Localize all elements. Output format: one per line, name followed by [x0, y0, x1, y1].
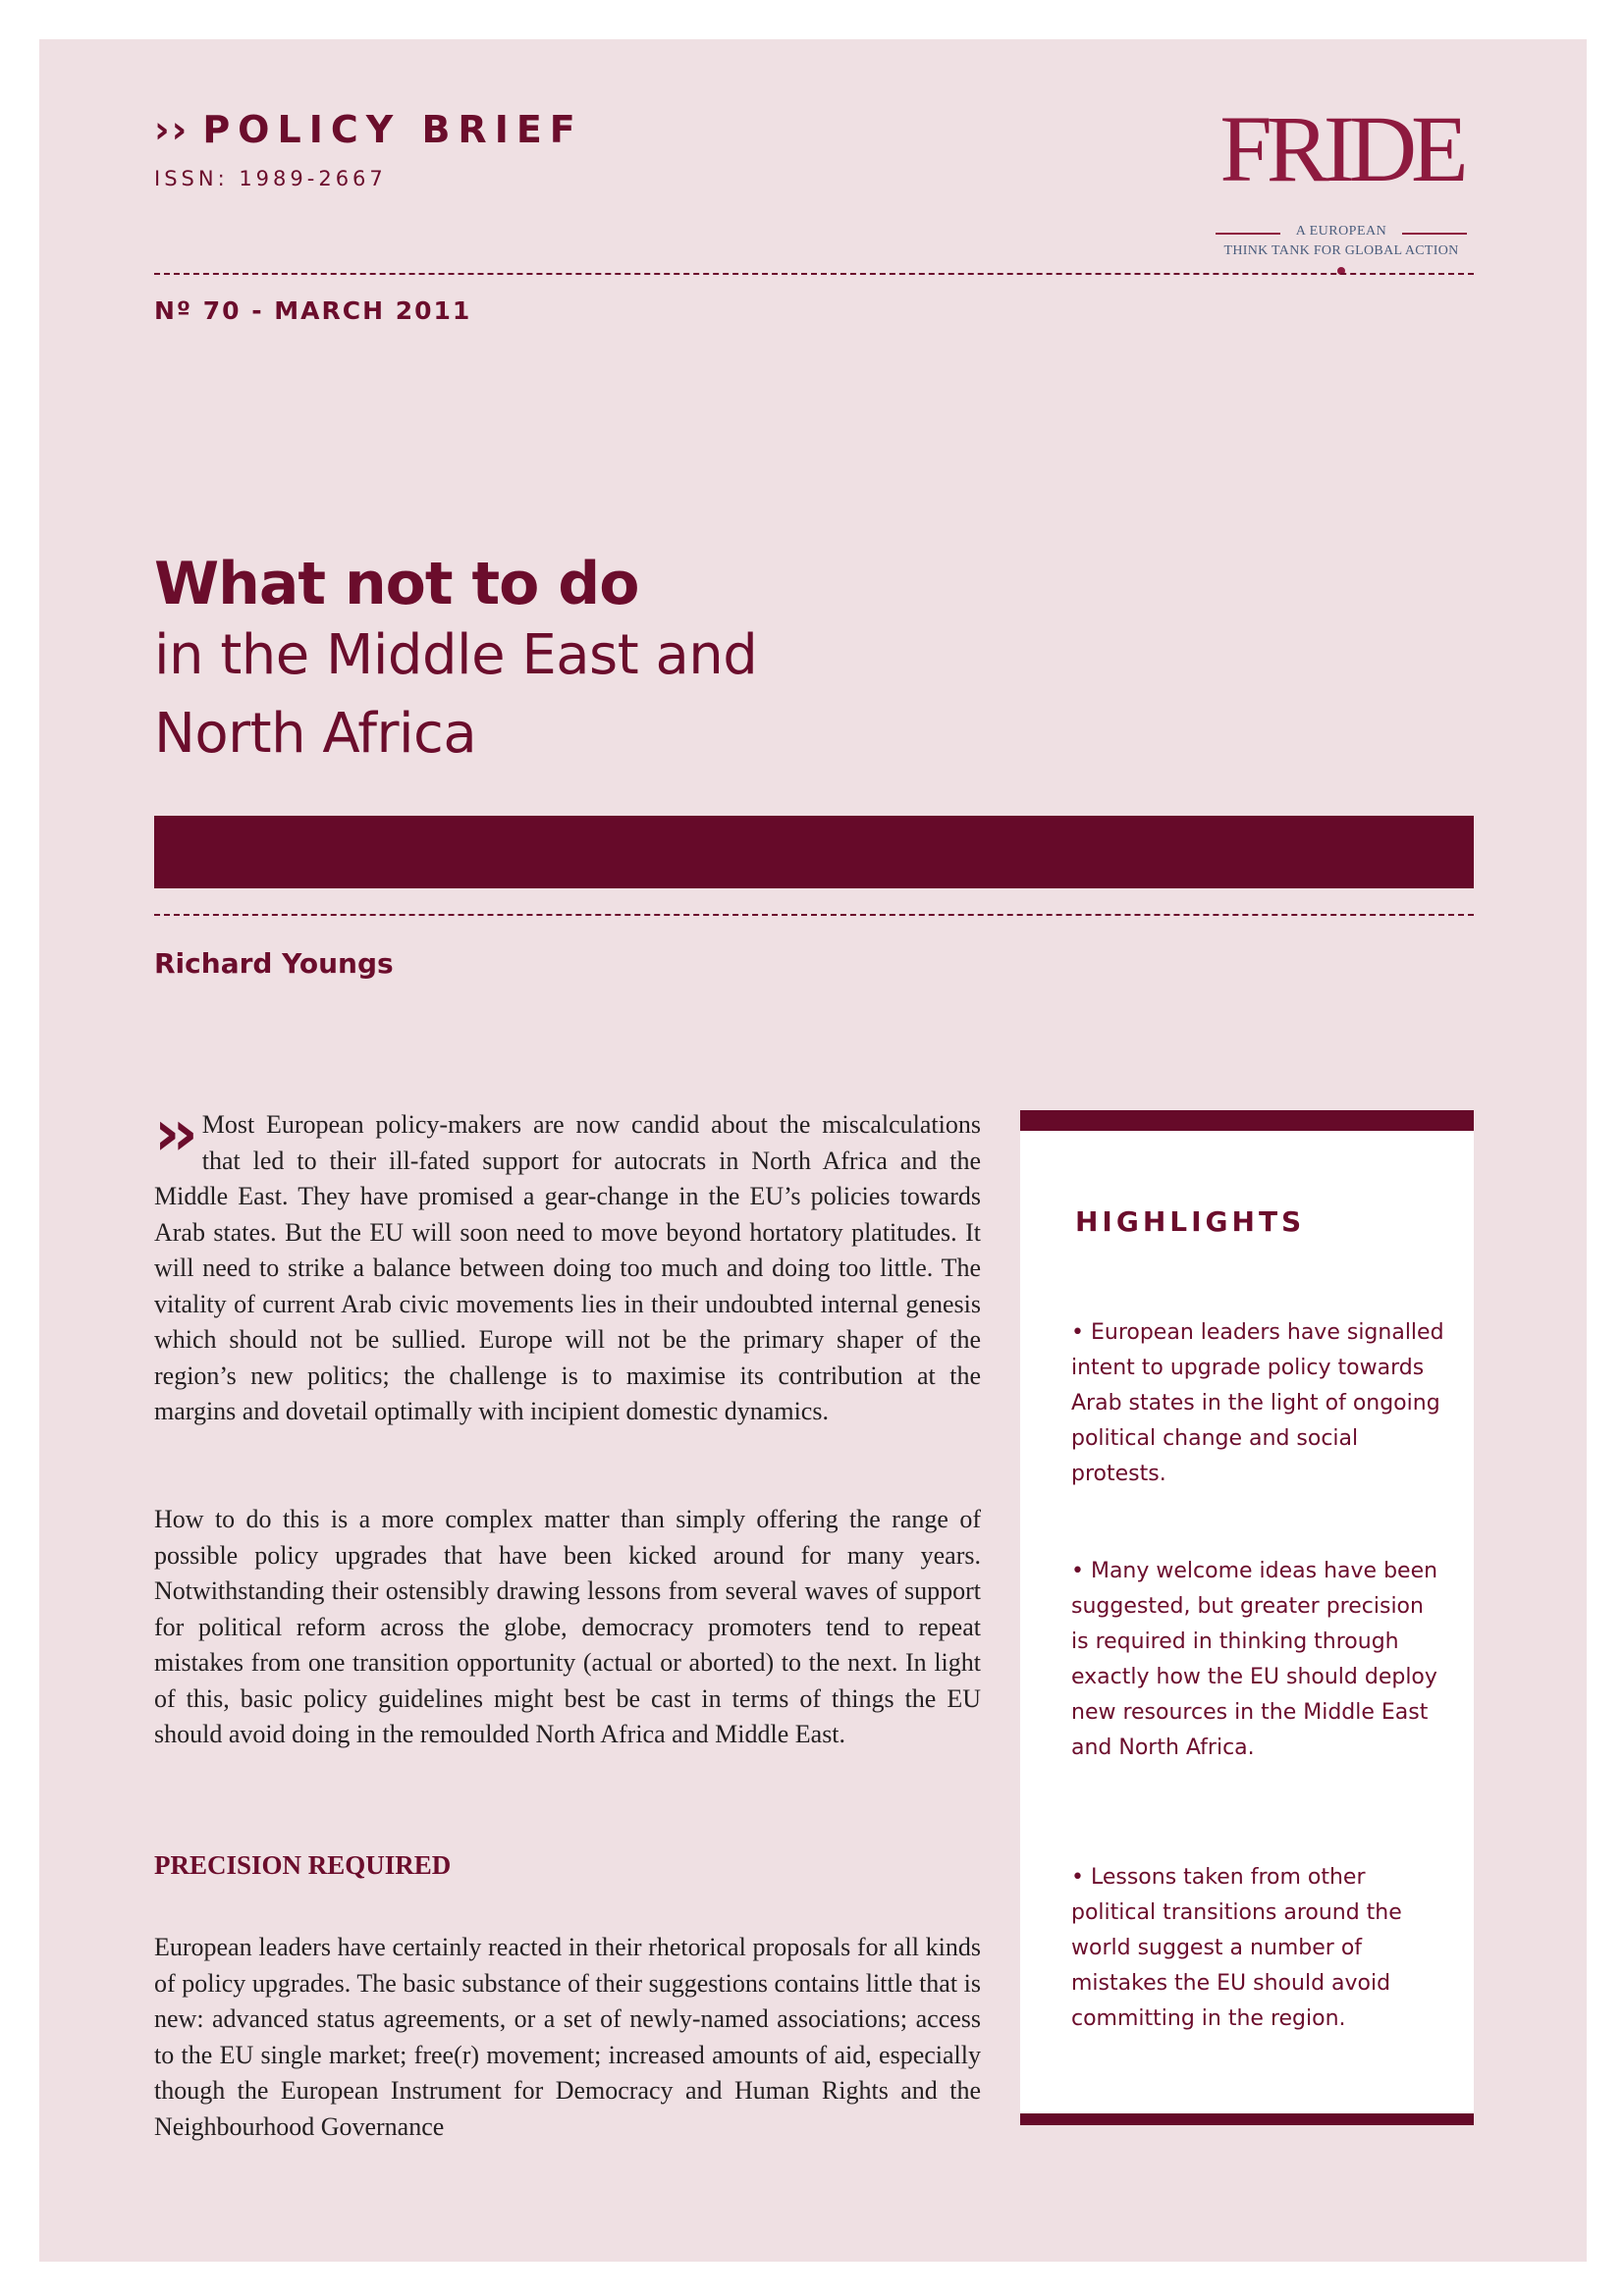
title-sub-line-2: North Africa — [154, 702, 477, 766]
chevrons-icon: ›› — [154, 108, 189, 151]
logo-tagline-1: A EUROPEAN — [1214, 224, 1469, 240]
highlight-item: • Many welcome ideas have been suggested, but greater precision is required in thinking through exactly how the EU should deploy new resources in the Middle East and North Africa. — [1071, 1559, 1438, 1760]
highlights-title: HIGHLIGHTS — [1075, 1205, 1306, 1238]
issue-number: Nº 70 - MARCH 2011 — [154, 296, 472, 325]
series-label — [154, 108, 583, 151]
series-title: POLICY BRIEF — [202, 108, 583, 151]
highlight-item: • Lessons taken from other political transitions around the world suggest a number of mistakes the EU should avoid committing in the region. — [1071, 1865, 1402, 2031]
highlight-item: • European leaders have signalled intent to upgrade policy towards Arab states in the light of ongoing political change and social protests. — [1071, 1320, 1444, 1486]
paragraph: How to do this is a more complex matter than simply offering the range of possible policy upgrades that have been kicked around for many years. Notwithstanding their ostensibly drawing lessons from several waves of support for political reform across the globe, democracy promoters tend to repeat mistakes from one transition opportunity (actual or aborted) to the next. In light of this, basic policy guidelines might best be cast in terms of things the EU should avoid doing in the remoulded North Africa and Middle East. — [154, 1505, 981, 1748]
author-name: Richard Youngs — [154, 947, 394, 980]
title-sub-line-1: in the Middle East and — [154, 623, 758, 687]
title-main: What not to do — [154, 550, 639, 618]
paragraph — [154, 1097, 981, 1430]
dashed-divider — [154, 273, 1474, 275]
logo-wordmark: FRIDE — [1219, 96, 1463, 201]
dashed-divider — [154, 914, 1474, 916]
logo-tagline-2: THINK TANK FOR GLOBAL ACTION — [1223, 243, 1459, 258]
lead-chevrons-icon: ›› — [154, 1097, 190, 1170]
policy-brief-page — [39, 39, 1587, 2262]
title-bar — [154, 816, 1474, 888]
highlights-box — [1020, 1110, 1474, 2125]
section-heading: PRECISION REQUIRED — [154, 1850, 452, 1880]
paragraph: European leaders have certainly reacted in their rhetorical proposals for all kinds of policy upgrades. The basic substance of their suggestions contains little that is new: advanced status agreements, or a set of newly-named associations; access to the EU single market; free(r) movement; increased amounts of aid, especially though the European Instrument for Democracy and Human Rights and the Neighbourhood Governance — [154, 1933, 981, 2141]
paragraph-text: Most European policy-makers are now candid about the miscalculations that led to their ill-fated support for autocrats in North Africa and the Middle East. They have promised a gear-change in the EU’s policies towards Arab states. But the EU will soon need to move beyond hortatory platitudes. It will need to strike a balance between doing too much and doing too little. The vitality of current Arab civic movements lies in their undoubted internal genesis which should not be sullied. Europe will not be the primary shaper of the region’s new politics; the challenge is to maximise its contribution at the margins and dovetail optimally with incipient domestic dynamics. — [154, 1110, 981, 1425]
issn: ISSN: 1989-2667 — [154, 167, 387, 190]
fride-logo — [1214, 96, 1469, 289]
